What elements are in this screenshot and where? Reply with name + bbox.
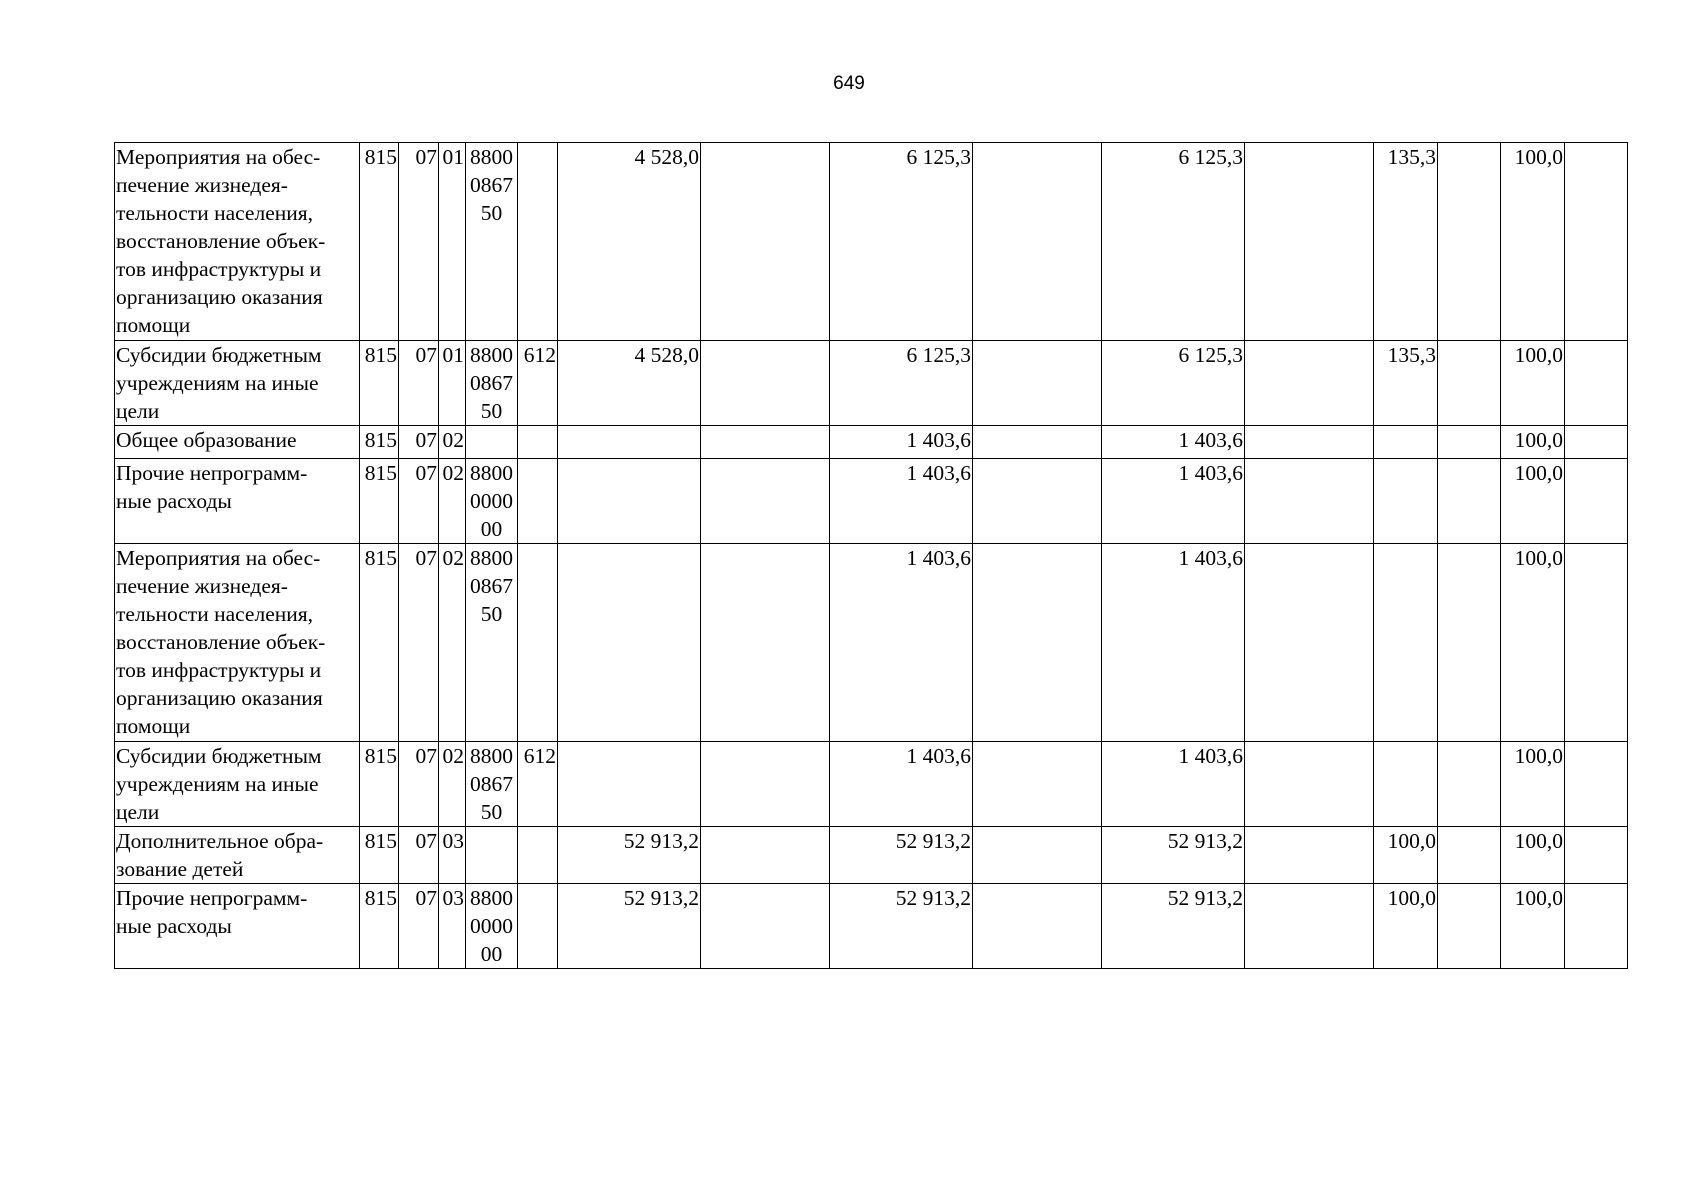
empty-cell xyxy=(1438,742,1501,827)
row-name: Прочие непрограмм- ные расходы xyxy=(115,459,360,544)
amount-1 xyxy=(558,742,701,827)
pr-code: 02 xyxy=(439,544,466,742)
empty-cell xyxy=(1565,341,1628,426)
budget-table xyxy=(114,142,1628,969)
vr-code: 612 xyxy=(518,742,558,827)
pr-code: 03 xyxy=(439,827,466,884)
empty-cell xyxy=(1245,544,1374,742)
table-row xyxy=(115,459,1628,544)
table-row xyxy=(115,341,1628,426)
empty-cell xyxy=(1565,544,1628,742)
rz-code: 07 xyxy=(399,827,439,884)
empty-cell xyxy=(973,827,1102,884)
pr-code: 01 xyxy=(439,143,466,341)
amount-3: 1 403,6 xyxy=(1102,426,1245,459)
percent-2: 100,0 xyxy=(1501,544,1565,742)
empty-cell xyxy=(1565,884,1628,969)
rz-code: 07 xyxy=(399,459,439,544)
vr-code xyxy=(518,426,558,459)
empty-cell xyxy=(1565,426,1628,459)
vr-code: 612 xyxy=(518,341,558,426)
table-row xyxy=(115,742,1628,827)
csr-code xyxy=(466,426,518,459)
rz-code: 07 xyxy=(399,143,439,341)
empty-cell xyxy=(1565,827,1628,884)
empty-cell xyxy=(1245,341,1374,426)
rz-code: 07 xyxy=(399,544,439,742)
row-name: Мероприятия на обес- печение жизнедея- тельности населения, восстановление объек- тов инфраструктуры и организацию оказания помощи xyxy=(115,143,360,341)
csr-code xyxy=(466,827,518,884)
percent-2: 100,0 xyxy=(1501,884,1565,969)
percent-1 xyxy=(1374,426,1438,459)
amount-1: 52 913,2 xyxy=(558,827,701,884)
pr-code: 02 xyxy=(439,459,466,544)
empty-cell xyxy=(701,341,830,426)
amount-1 xyxy=(558,544,701,742)
empty-cell xyxy=(1565,143,1628,341)
rz-code: 07 xyxy=(399,742,439,827)
table-row xyxy=(115,544,1628,742)
vr-code xyxy=(518,827,558,884)
percent-1: 100,0 xyxy=(1374,884,1438,969)
empty-cell xyxy=(701,827,830,884)
empty-cell xyxy=(973,341,1102,426)
ved-code: 815 xyxy=(360,426,399,459)
percent-2: 100,0 xyxy=(1501,341,1565,426)
empty-cell xyxy=(1565,742,1628,827)
amount-2: 1 403,6 xyxy=(830,459,973,544)
empty-cell xyxy=(1438,544,1501,742)
pr-code: 02 xyxy=(439,426,466,459)
ved-code: 815 xyxy=(360,143,399,341)
percent-1 xyxy=(1374,544,1438,742)
empty-cell xyxy=(1438,459,1501,544)
table-row xyxy=(115,426,1628,459)
percent-1 xyxy=(1374,742,1438,827)
amount-1: 52 913,2 xyxy=(558,884,701,969)
vr-code xyxy=(518,884,558,969)
percent-1: 135,3 xyxy=(1374,341,1438,426)
empty-cell xyxy=(973,884,1102,969)
amount-2: 1 403,6 xyxy=(830,544,973,742)
amount-1: 4 528,0 xyxy=(558,143,701,341)
empty-cell xyxy=(701,459,830,544)
table-row xyxy=(115,884,1628,969)
percent-1: 100,0 xyxy=(1374,827,1438,884)
empty-cell xyxy=(1438,827,1501,884)
csr-code: 8800 0867 50 xyxy=(466,742,518,827)
amount-3: 1 403,6 xyxy=(1102,544,1245,742)
amount-2: 6 125,3 xyxy=(830,341,973,426)
empty-cell xyxy=(701,143,830,341)
table-row xyxy=(115,143,1628,341)
amount-1 xyxy=(558,459,701,544)
csr-code: 8800 0000 00 xyxy=(466,884,518,969)
empty-cell xyxy=(973,143,1102,341)
amount-1 xyxy=(558,426,701,459)
empty-cell xyxy=(1438,143,1501,341)
vr-code xyxy=(518,143,558,341)
row-name: Мероприятия на обес- печение жизнедея- тельности населения, восстановление объек- тов инфраструктуры и организацию оказания помощи xyxy=(115,544,360,742)
csr-code: 8800 0867 50 xyxy=(466,143,518,341)
csr-code: 8800 0867 50 xyxy=(466,544,518,742)
amount-3: 1 403,6 xyxy=(1102,742,1245,827)
empty-cell xyxy=(701,426,830,459)
empty-cell xyxy=(1438,426,1501,459)
empty-cell xyxy=(973,742,1102,827)
amount-3: 1 403,6 xyxy=(1102,459,1245,544)
row-name: Дополнительное обра- зование детей xyxy=(115,827,360,884)
percent-2: 100,0 xyxy=(1501,827,1565,884)
rz-code: 07 xyxy=(399,884,439,969)
csr-code: 8800 0867 50 xyxy=(466,341,518,426)
csr-code: 8800 0000 00 xyxy=(466,459,518,544)
amount-2: 1 403,6 xyxy=(830,426,973,459)
empty-cell xyxy=(1245,827,1374,884)
empty-cell xyxy=(973,544,1102,742)
amount-2: 6 125,3 xyxy=(830,143,973,341)
empty-cell xyxy=(701,544,830,742)
vr-code xyxy=(518,544,558,742)
empty-cell xyxy=(1245,426,1374,459)
ved-code: 815 xyxy=(360,341,399,426)
pr-code: 03 xyxy=(439,884,466,969)
empty-cell xyxy=(701,742,830,827)
empty-cell xyxy=(1245,742,1374,827)
row-name: Субсидии бюджетным учреждениям на иные цели xyxy=(115,742,360,827)
vr-code xyxy=(518,459,558,544)
percent-2: 100,0 xyxy=(1501,426,1565,459)
amount-3: 6 125,3 xyxy=(1102,341,1245,426)
empty-cell xyxy=(1245,884,1374,969)
ved-code: 815 xyxy=(360,459,399,544)
empty-cell xyxy=(1438,341,1501,426)
amount-2: 1 403,6 xyxy=(830,742,973,827)
amount-2: 52 913,2 xyxy=(830,884,973,969)
percent-1: 135,3 xyxy=(1374,143,1438,341)
percent-1 xyxy=(1374,459,1438,544)
empty-cell xyxy=(973,459,1102,544)
page-number: 649 xyxy=(833,73,865,94)
empty-cell xyxy=(1245,143,1374,341)
row-name: Прочие непрограмм- ные расходы xyxy=(115,884,360,969)
row-name: Общее образование xyxy=(115,426,360,459)
amount-2: 52 913,2 xyxy=(830,827,973,884)
ved-code: 815 xyxy=(360,544,399,742)
pr-code: 01 xyxy=(439,341,466,426)
ved-code: 815 xyxy=(360,827,399,884)
rz-code: 07 xyxy=(399,341,439,426)
table-row xyxy=(115,827,1628,884)
amount-3: 6 125,3 xyxy=(1102,143,1245,341)
amount-1: 4 528,0 xyxy=(558,341,701,426)
empty-cell xyxy=(1245,459,1374,544)
percent-2: 100,0 xyxy=(1501,742,1565,827)
percent-2: 100,0 xyxy=(1501,143,1565,341)
empty-cell xyxy=(1438,884,1501,969)
pr-code: 02 xyxy=(439,742,466,827)
row-name: Субсидии бюджетным учреждениям на иные цели xyxy=(115,341,360,426)
rz-code: 07 xyxy=(399,426,439,459)
ved-code: 815 xyxy=(360,742,399,827)
percent-2: 100,0 xyxy=(1501,459,1565,544)
empty-cell xyxy=(1565,459,1628,544)
amount-3: 52 913,2 xyxy=(1102,827,1245,884)
amount-3: 52 913,2 xyxy=(1102,884,1245,969)
ved-code: 815 xyxy=(360,884,399,969)
empty-cell xyxy=(701,884,830,969)
empty-cell xyxy=(973,426,1102,459)
